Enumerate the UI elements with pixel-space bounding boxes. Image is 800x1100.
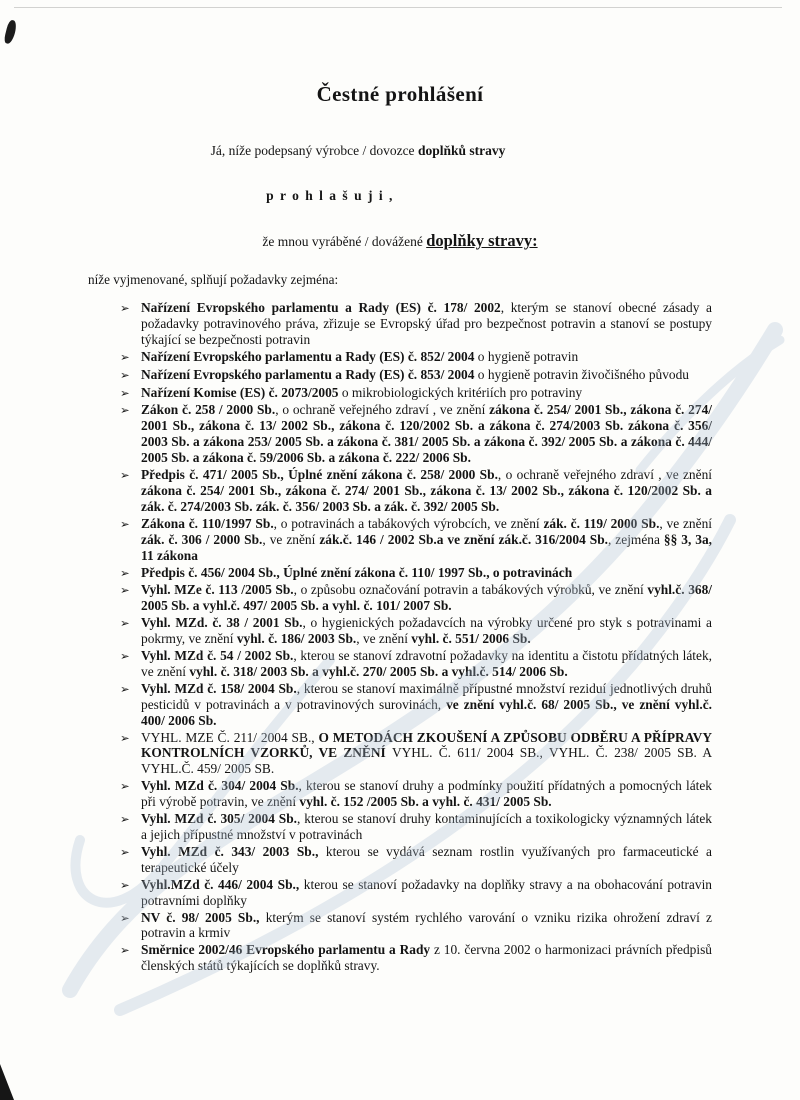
list-item	[120, 367, 712, 384]
list-item	[120, 582, 712, 614]
list-item	[120, 844, 712, 876]
list-item	[120, 349, 712, 366]
list-item	[120, 942, 712, 974]
arrow-bullet-icon: ➢	[120, 468, 130, 483]
list-item	[120, 615, 712, 647]
list-item-text: Nařízení Evropského parlamentu a Rady (ES) č. 178/ 2002, kterým se stanoví obecné zásady a požadavky potravinového práva, zřizuje se Evropský úřad pro bezpečnost potravin a stanoví se postupy týkající se bezpečnosti potravin	[141, 300, 712, 347]
list-item-text: Směrnice 2002/46 Evropského parlamentu a Rady z 10. června 2002 o harmonizaci právních předpisů členských států týkajících se doplňků stravy.	[141, 942, 712, 974]
list-item	[120, 467, 712, 515]
intro-line-products-bold: doplňky stravy:	[426, 231, 538, 250]
list-item-text: Zákona č. 110/1997 Sb., o potravinách a tabákových výrobcích, ve znění zák. č. 119/ 2000 Sb., ve znění zák. č. 306 / 2000 Sb., ve znění zák.č. 146 / 2002 Sb.a ve znění zák.č. 316/2004 Sb., zejména §§ 3, 3a, 11 zákona	[141, 515, 713, 563]
list-item-text: Vyhl. MZd č. 54 / 2002 Sb., kterou se stanoví zdravotní požadavky na identitu a čistotu přídatných látek, ve znění vyhl. č. 318/ 2003 Sb. a vyhl.č. 270/ 2005 Sb. a vyhl.č. 514/ 2006 Sb.	[141, 648, 712, 679]
intro-line-declarant-text: Já, níže podepsaný výrobce / dovozce	[210, 143, 418, 158]
arrow-bullet-icon: ➢	[120, 349, 130, 364]
arrow-bullet-icon: ➢	[120, 649, 130, 664]
arrow-bullet-icon: ➢	[120, 583, 130, 598]
list-item-text: Vyhl. MZd č. 304/ 2004 Sb., kterou se stanoví druhy a podmínky použití přídatných a pomocných látek při výrobě potravin, ve znění vyhl. č. 152 /2005 Sb. a vyhl. č. 431/ 2005 Sb.	[141, 778, 712, 810]
intro-line-products-text: že mnou vyráběné / dovážené	[262, 234, 427, 249]
regulation-list	[0, 292, 800, 974]
list-item-text: NV č. 98/ 2005 Sb., kterým se stanoví systém rychlého varování o vzniku rizika ohrožení zdraví z potravin a krmiv	[141, 909, 713, 941]
list-item	[120, 385, 712, 402]
arrow-bullet-icon: ➢	[120, 943, 130, 958]
document-title: Čestné prohlášení	[316, 82, 484, 106]
list-item-text: Zákon č. 258 / 2000 Sb., o ochraně veřejného zdraví , ve znění zákona č. 254/ 2001 Sb., zákona č. 274/ 2001 Sb., zákona č. 13/ 2002 Sb., zákona č. 120/2002 Sb. a zákona č. 274/2003 Sb. zákona č. 356/ 2003 Sb. a zákona 253/ 2005 Sb. a zákona č. 381/ 2005 Sb. a zákona č. 392/ 2005 Sb. a zákona č. 444/ 2005 Sb. a zákona č. 59/2006 Sb. a zákona č. 222/ 2006 Sb.	[141, 402, 712, 466]
list-item-text: Nařízení Komise (ES) č. 2073/2005 o mikrobiologických kritériích pro potraviny	[141, 384, 583, 400]
arrow-bullet-icon: ➢	[120, 812, 130, 827]
list-item-text: Nařízení Evropského parlamentu a Rady (ES) č. 853/ 2004 o hygieně potravin živočišného původu	[141, 366, 689, 382]
scan-artifact-bottom-left	[0, 1064, 14, 1100]
arrow-bullet-icon: ➢	[120, 779, 130, 794]
list-item	[120, 910, 712, 942]
list-item-text: Vyhl. MZd č. 305/ 2004 Sb., kterou se stanoví druhy kontaminujících a toxikologicky významných látek a jejich přípustné množství v potravinách	[141, 811, 712, 842]
arrow-bullet-icon: ➢	[120, 385, 130, 400]
arrow-bullet-icon: ➢	[120, 301, 130, 315]
list-item-text: Vyhl. MZd č. 158/ 2004 Sb., kterou se stanoví maximálně přípustné množství reziduí jednotlivých druhů pesticidů v potravinách a v potravinových surovinách, ve znění vyhl.č. 68/ 2005 Sb., ve znění vyhl.č. 400/ 2006 Sb.	[141, 680, 712, 728]
list-item	[120, 778, 712, 810]
list-item-text: VYHL. MZE Č. 211/ 2004 SB., O METODÁCH ZKOUŠENÍ A ZPŮSOBU ODBĚRU A PŘÍPRAVY KONTROLNÍCH VZORKŮ, VE ZNĚNÍ VYHL. Č. 611/ 2004 SB., VYHL. Č. 238/ 2005 SB. A VYHL.Č. 459/ 2005 SB.	[141, 729, 712, 777]
list-lead-in: níže vyjmenované, splňují požadavky zejména:	[88, 272, 339, 287]
arrow-bullet-icon: ➢	[120, 565, 130, 580]
intro-line-declarant	[0, 143, 758, 159]
list-item-text: Vyhl. MZe č. 113 /2005 Sb., o způsobu označování potravin a tabákových výrobků, ve znění vyhl.č. 368/ 2005 Sb. a vyhl.č. 497/ 2005 Sb. a vyhl. č. 101/ 2007 Sb.	[141, 582, 712, 614]
declaration-word: p r o h l a š u j i ,	[266, 188, 394, 203]
list-item	[120, 565, 712, 582]
arrow-bullet-icon: ➢	[120, 367, 130, 382]
list-item	[120, 877, 712, 909]
list-item	[120, 648, 712, 680]
list-item	[120, 681, 712, 729]
intro-line-products	[0, 231, 800, 251]
list-item	[120, 516, 712, 564]
arrow-bullet-icon: ➢	[120, 516, 130, 531]
list-item-text: Předpis č. 456/ 2004 Sb., Úplné znění zákona č. 110/ 1997 Sb., o potravinách	[141, 564, 573, 580]
list-item-text: Předpis č. 471/ 2005 Sb., Úplné znění zákona č. 258/ 2000 Sb., o ochraně veřejného zdraví , ve znění zákona č. 254/ 2001 Sb., zákona č. 274/ 2001 Sb., zákona č. 13/ 2002 Sb., zákona č. 120/2002 Sb. a zák. č. 274/2003 Sb. zák. č. 356/ 2003 Sb. a zák. č. 392/ 2005 Sb.	[141, 467, 712, 514]
list-item	[120, 730, 712, 778]
intro-line-declarant-bold: doplňků stravy	[417, 143, 506, 158]
arrow-bullet-icon: ➢	[120, 877, 130, 892]
arrow-bullet-icon: ➢	[120, 616, 130, 631]
list-item-text: Vyhl. MZd. č. 38 / 2001 Sb., o hygienických požadavcích na výrobky určené pro styk s potravinami a pokrmy, ve znění vyhl. č. 186/ 2003 Sb., ve znění vyhl. č. 551/ 2006 Sb.	[141, 615, 712, 647]
list-item	[120, 300, 712, 348]
arrow-bullet-icon: ➢	[120, 844, 130, 859]
arrow-bullet-icon: ➢	[120, 403, 130, 418]
list-item	[120, 811, 712, 843]
list-item-text: Vyhl.MZd č. 446/ 2004 Sb., kterou se stanoví požadavky na doplňky stravy a na obohacování potravin potravními doplňky	[141, 876, 712, 908]
list-item-text: Vyhl. MZd č. 343/ 2003 Sb., kterou se vydává seznam rostlin využívaných pro farmaceutické a terapeutické účely	[141, 843, 713, 875]
arrow-bullet-icon: ➢	[120, 730, 130, 745]
arrow-bullet-icon: ➢	[120, 910, 130, 925]
list-item-text: Nařízení Evropského parlamentu a Rady (ES) č. 852/ 2004 o hygieně potravin	[141, 348, 579, 364]
arrow-bullet-icon: ➢	[120, 681, 130, 696]
list-item	[120, 402, 712, 466]
